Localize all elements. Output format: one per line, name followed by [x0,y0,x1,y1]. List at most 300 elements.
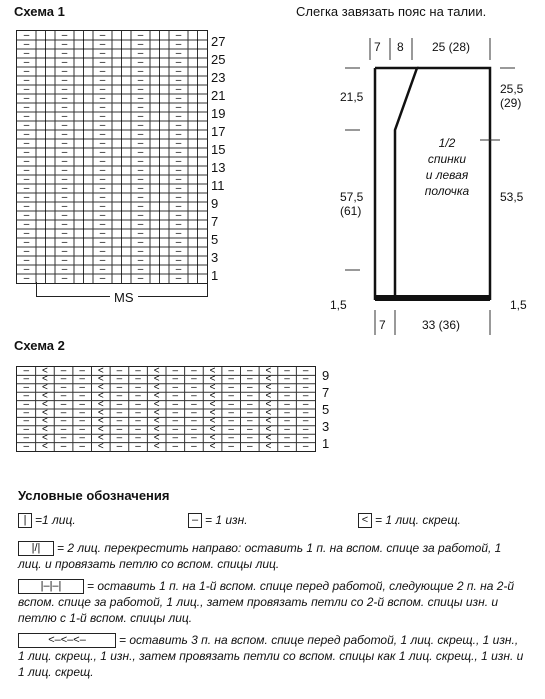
stitch-symbol: – [79,373,85,385]
legend-knit [18,512,76,528]
stitch-symbol: – [60,440,67,451]
stitch-symbol: – [175,65,182,77]
scheme2-grid [16,366,316,452]
stitch-symbol: | [120,38,123,50]
stitch-symbol: – [137,128,144,140]
stitch-symbol: – [137,101,144,113]
stitch-symbol: – [135,367,141,377]
stitch-symbol: – [99,65,106,77]
stitch-symbol: – [137,56,144,68]
stitch-symbol: | [82,155,85,167]
stitch-symbol: – [175,254,182,266]
stitch-symbol: – [135,373,141,385]
row-number: 9 [322,368,330,383]
stitch-symbol: – [99,128,106,140]
stitch-symbol: < [265,415,272,427]
stitch-symbol: – [172,432,179,444]
stitch-symbol: | [82,191,85,203]
pattern-label-line: и левая [425,168,469,182]
stitch-symbol: – [302,407,309,419]
stitch-symbol: | [44,83,47,95]
stitch-symbol: – [116,367,123,377]
stitch-symbol: | [82,164,85,176]
stitch-symbol: < [42,424,48,436]
stitch-symbol: < [265,382,272,394]
stitch-symbol: – [99,173,106,185]
stitch-symbol: | [44,155,47,167]
stitch-symbol: | [196,263,199,275]
stitch-symbol: – [175,209,182,221]
stitch-symbol: | [158,74,161,86]
stitch-symbol: – [99,119,106,131]
stitch-symbol: – [137,74,144,86]
stitch-symbol: | [196,47,199,59]
stitch-symbol: | [158,272,161,283]
stitch-symbol: – [137,263,144,275]
stitch-symbol: – [284,432,290,444]
stitch-symbol: – [23,382,30,394]
stitch-symbol: – [172,367,179,377]
stitch-symbol: – [61,182,68,194]
stitch-symbol: – [116,432,123,444]
stitch-symbol: – [302,398,309,410]
stitch-symbol: – [284,367,290,377]
stitch-symbol: – [23,236,30,248]
stitch-symbol: | [196,65,199,77]
dim-right-1: 25,5 [500,82,524,96]
stitch-symbol: – [23,173,30,185]
stitch-symbol: < [97,382,104,394]
stitch-symbol: < [97,440,104,451]
stitch-symbol: < [265,440,272,451]
stitch-symbol: | [44,164,47,176]
stitch-symbol: | [120,173,123,185]
row-number: 5 [322,402,330,417]
scheme2-title: Схема 2 [14,338,65,353]
stitch-symbol: – [175,263,182,275]
stitch-symbol: – [175,227,182,239]
stitch-symbol: – [137,110,144,122]
stitch-symbol: – [302,440,309,451]
stitch-symbol: – [175,236,182,248]
stitch-symbol: < [209,407,216,419]
row-number: 1 [322,436,330,451]
stitch-symbol: – [61,155,68,167]
stitch-symbol: – [247,415,253,427]
stitch-symbol: | [196,110,199,122]
stitch-symbol: – [135,415,141,427]
stitch-symbol: – [284,382,290,394]
stitch-symbol: – [116,440,123,451]
row-number: 17 [211,124,226,139]
stitch-symbol: < [153,415,160,427]
stitch-symbol: – [137,227,144,239]
stitch-symbol: – [61,263,68,275]
stitch-symbol: | [120,31,123,41]
stitch-symbol: – [137,191,144,203]
stitch-symbol: – [23,155,30,167]
stitch-symbol: – [99,227,106,239]
stitch-symbol: – [99,31,106,41]
stitch-symbol: < [209,398,216,410]
stitch-symbol: | [196,31,199,41]
stitch-symbol: | [120,155,123,167]
stitch-symbol: | [82,38,85,50]
stitch-symbol: – [175,31,182,41]
stitch-symbol: < [265,390,272,402]
dim-hem-right: 1,5 [510,298,527,312]
row-number: 11 [211,178,225,193]
stitch-symbol: – [99,263,106,275]
stitch-symbol: | [82,101,85,113]
stitch-symbol: – [175,155,182,167]
stitch-symbol: – [175,182,182,194]
stitch-symbol: | [120,128,123,140]
legend-purl-text: = 1 изн. [205,513,248,527]
stitch-symbol: – [99,47,106,59]
legend-knit-text: =1 лиц. [35,513,76,527]
stitch-symbol: – [79,407,85,419]
stitch-symbol: – [191,398,197,410]
stitch-symbol: | [158,31,161,41]
stitch-symbol: – [284,424,290,436]
stitch-symbol: – [175,83,182,95]
stitch-symbol: – [61,101,68,113]
stitch-symbol: | [196,164,199,176]
stitch-symbol: – [191,440,197,451]
stitch-symbol: – [191,390,197,402]
stitch-symbol: | [82,200,85,212]
stitch-symbol: | [120,245,123,257]
stitch-symbol: | [44,65,47,77]
stitch-symbol: – [23,407,30,419]
stitch-symbol: < [209,373,216,385]
stitch-symbol: – [23,424,30,436]
stitch-symbol: – [191,424,197,436]
stitch-symbol: | [120,254,123,266]
stitch-symbol: – [116,407,123,419]
stitch-symbol: – [23,440,30,451]
stitch-symbol: | [158,263,161,275]
repeat-label: MS [110,290,138,305]
stitch-symbol: < [265,432,272,444]
stitch-symbol: | [196,56,199,68]
stitch-symbol: | [120,56,123,68]
stitch-symbol: | [120,182,123,194]
stitch-symbol: – [175,74,182,86]
stitch-symbol: – [23,164,30,176]
stitch-symbol: – [79,432,85,444]
dim-top-1: 7 [374,40,381,54]
stitch-symbol: – [23,47,30,59]
stitch-symbol: – [79,382,85,394]
stitch-symbol: | [120,236,123,248]
stitch-symbol: | [82,209,85,221]
stitch-symbol: < [97,407,104,419]
stitch-symbol: – [175,47,182,59]
stitch-symbol: – [172,407,179,419]
stitch-symbol: – [137,65,144,77]
stitch-symbol: | [196,128,199,140]
stitch-symbol: – [191,373,197,385]
stitch-symbol: | [158,137,161,149]
stitch-symbol: < [209,432,216,444]
knit-icon: | [18,513,32,528]
stitch-symbol: | [158,146,161,158]
stitch-symbol: – [175,101,182,113]
stitch-symbol: – [99,101,106,113]
scheme1-cells [17,31,207,283]
twisted-knit-icon: < [358,513,372,528]
stitch-symbol: | [44,173,47,185]
stitch-symbol: < [42,390,48,402]
stitch-symbol: – [116,398,123,410]
stitch-symbol: | [44,182,47,194]
stitch-symbol: – [79,367,85,377]
stitch-symbol: < [209,367,216,377]
stitch-symbol: | [82,182,85,194]
stitch-symbol: – [23,227,30,239]
stitch-symbol: < [153,398,160,410]
stitch-symbol: – [61,119,68,131]
stitch-symbol: < [209,415,216,427]
stitch-symbol: < [97,424,104,436]
stitch-symbol: – [302,390,309,402]
stitch-symbol: | [82,137,85,149]
stitch-symbol: | [158,200,161,212]
stitch-symbol: | [120,137,123,149]
stitch-symbol: – [60,367,67,377]
stitch-symbol: | [44,31,47,41]
stitch-symbol: | [44,209,47,221]
stitch-symbol: | [120,47,123,59]
stitch-symbol: – [135,382,141,394]
stitch-symbol: | [158,173,161,185]
stitch-symbol: – [228,407,234,419]
row-number: 21 [211,88,226,103]
stitch-symbol: | [120,110,123,122]
stitch-symbol: – [99,38,106,50]
stitch-symbol: – [247,424,253,436]
stitch-symbol: – [137,31,144,41]
stitch-symbol: – [79,415,85,427]
stitch-symbol: | [158,182,161,194]
stitch-symbol: – [60,407,67,419]
stitch-symbol: – [23,128,30,140]
stitch-symbol: – [302,424,309,436]
row-number: 23 [211,70,226,85]
stitch-symbol: – [61,200,68,212]
stitch-symbol: | [196,83,199,95]
stitch-symbol: | [82,110,85,122]
stitch-symbol: – [247,407,253,419]
stitch-symbol: | [196,209,199,221]
stitch-symbol: | [44,137,47,149]
stitch-symbol: | [82,65,85,77]
purl-icon: – [188,513,202,528]
stitch-symbol: – [137,164,144,176]
stitch-symbol: – [23,182,30,194]
stitch-symbol: – [79,424,85,436]
stitch-symbol: – [247,390,253,402]
dim-top-3: 25 (28) [432,40,471,54]
stitch-symbol: < [97,432,104,444]
stitch-symbol: – [172,390,179,402]
stitch-symbol: | [158,218,161,230]
stitch-symbol: | [82,254,85,266]
stitch-symbol: – [61,245,68,257]
stitch-symbol: | [82,47,85,59]
stitch-symbol: – [99,191,106,203]
stitch-symbol: < [153,382,160,394]
stitch-symbol: | [196,173,199,185]
stitch-symbol: – [172,440,179,451]
stitch-symbol: – [175,200,182,212]
stitch-symbol: | [82,31,85,41]
stitch-symbol: – [247,398,253,410]
stitch-symbol: | [196,101,199,113]
stitch-symbol: | [44,263,47,275]
stitch-symbol: – [175,110,182,122]
stitch-symbol: – [175,137,182,149]
stitch-symbol: < [153,432,160,444]
stitch-symbol: – [99,74,106,86]
dim-left-1: 21,5 [340,90,364,104]
stitch-symbol: | [82,128,85,140]
stitch-symbol: – [191,407,197,419]
stitch-symbol: < [153,424,160,436]
stitch-symbol: | [196,245,199,257]
stitch-symbol: – [99,236,106,248]
stitch-symbol: | [44,110,47,122]
stitch-symbol: < [97,415,104,427]
stitch-symbol: – [137,146,144,158]
stitch-symbol: | [82,245,85,257]
stitch-symbol: – [247,440,253,451]
stitch-symbol: | [44,92,47,104]
stitch-symbol: | [196,272,199,283]
row-number: 5 [211,232,219,247]
stitch-symbol: < [97,390,104,402]
stitch-symbol: | [120,209,123,221]
stitch-symbol: – [79,398,85,410]
stitch-symbol: | [82,83,85,95]
dim-bottom-2: 33 (36) [422,318,461,332]
stitch-symbol: | [196,254,199,266]
stitch-symbol: < [42,373,48,385]
stitch-symbol: – [23,367,30,377]
stitch-symbol: – [61,92,68,104]
stitch-symbol: – [284,407,290,419]
stitch-symbol: – [23,390,30,402]
legend-cross2 [18,540,518,572]
stitch-symbol: – [23,432,30,444]
stitch-symbol: | [120,227,123,239]
stitch-symbol: – [60,382,67,394]
stitch-symbol: | [44,47,47,59]
stitch-symbol: | [120,200,123,212]
stitch-symbol: | [158,164,161,176]
stitch-symbol: – [99,272,106,283]
stitch-symbol: | [44,245,47,257]
stitch-symbol: – [61,272,68,283]
stitch-symbol: – [191,367,197,377]
stitch-symbol: – [99,164,106,176]
stitch-symbol: – [99,146,106,158]
stitch-symbol: – [60,373,67,385]
stitch-symbol: – [175,38,182,50]
dim-hem-left: 1,5 [330,298,347,312]
stitch-symbol: – [23,415,30,427]
stitch-symbol: | [120,119,123,131]
row-number: 25 [211,52,226,67]
stitch-symbol: – [247,367,253,377]
stitch-symbol: | [44,146,47,158]
stitch-symbol: – [61,47,68,59]
dim-right-2: (29) [500,96,522,110]
stitch-symbol: – [137,38,144,50]
stitch-symbol: | [82,119,85,131]
stitch-symbol: – [99,182,106,194]
stitch-symbol: – [99,110,106,122]
stitch-symbol: – [99,245,106,257]
stitch-symbol: – [284,440,290,451]
stitch-symbol: – [23,209,30,221]
stitch-symbol: – [228,367,234,377]
stitch-symbol: – [175,56,182,68]
stitch-symbol: – [79,390,85,402]
stitch-symbol: – [175,128,182,140]
stitch-symbol: – [228,440,234,451]
row-number: 9 [211,196,219,211]
stitch-symbol: | [82,173,85,185]
stitch-symbol: | [44,56,47,68]
stitch-symbol: – [23,110,30,122]
stitch-symbol: – [23,254,30,266]
stitch-symbol: – [99,92,106,104]
stitch-symbol: – [137,155,144,167]
stitch-symbol: – [137,137,144,149]
stitch-symbol: – [99,155,106,167]
dim-left-3: (61) [340,204,362,218]
stitch-symbol: | [82,92,85,104]
stitch-symbol: – [172,424,179,436]
stitch-symbol: | [120,272,123,283]
stitch-symbol: < [153,440,160,451]
stitch-symbol: – [228,415,234,427]
stitch-symbol: | [120,101,123,113]
stitch-symbol: – [23,272,30,283]
stitch-symbol: | [82,236,85,248]
legend-purl [188,512,248,528]
row-number: 19 [211,106,226,121]
stitch-symbol: – [23,101,30,113]
stitch-symbol: – [228,373,234,385]
stitch-symbol: – [137,182,144,194]
stitch-symbol: | [120,65,123,77]
dim-left-2: 57,5 [340,190,364,204]
stitch-symbol: – [61,83,68,95]
stitch-symbol: – [175,92,182,104]
stitch-symbol: | [158,155,161,167]
stitch-symbol: | [158,101,161,113]
stitch-symbol: – [60,424,67,436]
stitch-symbol: – [175,146,182,158]
stitch-symbol: – [135,424,141,436]
stitch-symbol: – [137,173,144,185]
legend-cross4-text: = оставить 1 п. на 1-й вспом. спице перед работой, следующие 2 п. на 2-й вспом. спице за работой, 1 лиц., затем провязать петли со 2-й вспом. спицы изн. и петлю с 1-й вспом. спицы лиц. [18,579,515,626]
stitch-symbol: < [97,367,104,377]
